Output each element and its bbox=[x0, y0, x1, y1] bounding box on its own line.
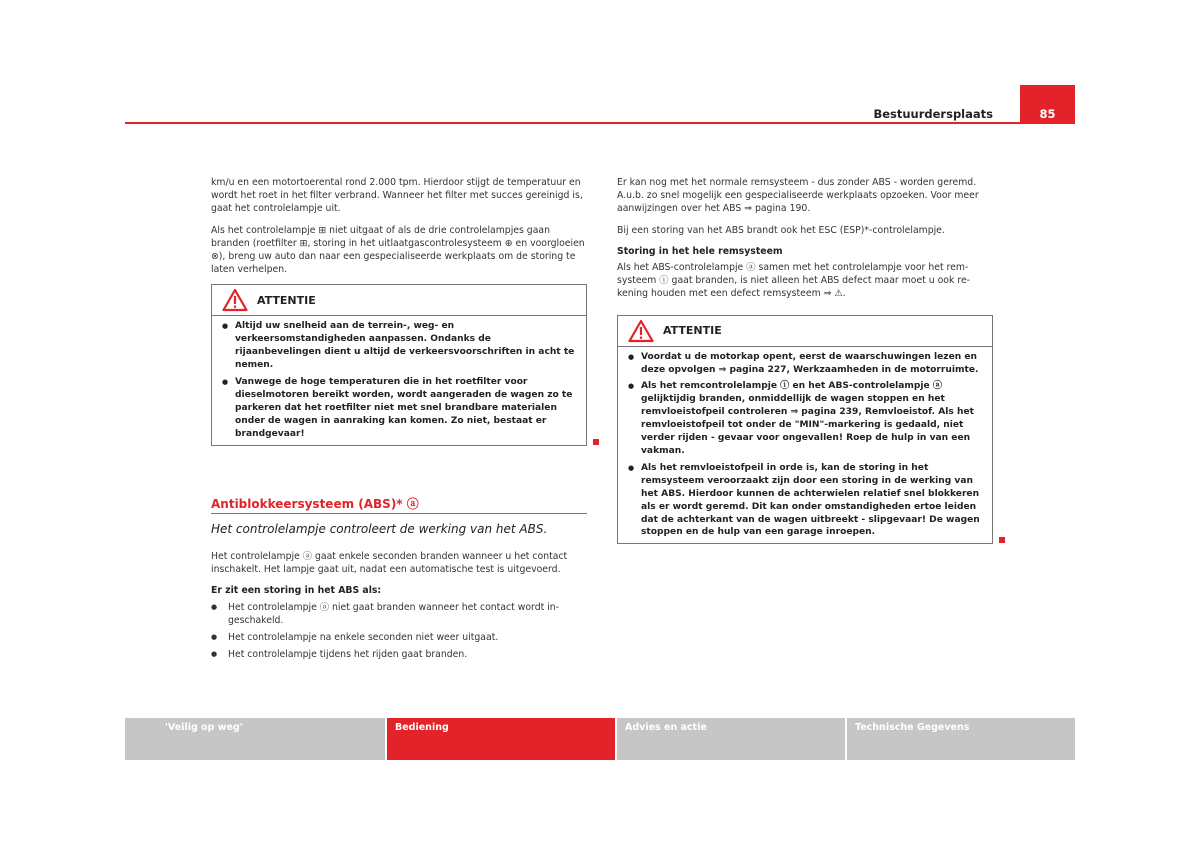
footer-nav bbox=[125, 718, 1075, 760]
end-of-section-marker bbox=[999, 537, 1005, 543]
warning-triangle-icon bbox=[222, 288, 248, 312]
page-number: 85 bbox=[1020, 85, 1075, 124]
warning-triangle-icon bbox=[628, 319, 654, 343]
left-paragraph-3: Het controlelampje ⓐ gaat enkele seconden branden wanneer u het contact inschakelt. Het lampje gaat uit, nadat een automatische test is uitgevoerd. bbox=[211, 550, 568, 576]
warning-header bbox=[212, 285, 586, 316]
left-paragraph-1: km/u en een motortoerental rond 2.000 tpm. Hierdoor stijgt de temperatuur en wordt het roet in het filter verbrand. Wanneer het filter met succes gereinigd is, gaat het controlelampje uit. bbox=[211, 177, 583, 215]
right-paragraph-1: Er kan nog met het normale remsysteem - dus zonder ABS - worden geremd. A.u.b. zo snel mogelijk een gespecialiseerde werkplaats opzoeken. Voor meer aanwijzingen over het ABS ⇒ pagina 190. bbox=[617, 177, 979, 215]
warning-item: ● Als het remcontrolelampje ⓘ en het ABS-controlelampje ⓐ gelijktijdig branden, onmiddellijk de wagen stoppen en het remvloeistofpeil controleren ⇒ pagina 239, Remvloeistof. Als het remvloeistofpeil tot onder de "MIN"-markering is gedaald, niet verder rijden - gevaar voor ongevallen! Roep de hulp in van een vakman. bbox=[624, 380, 986, 457]
warning-body bbox=[212, 316, 586, 444]
page-header bbox=[125, 85, 1075, 125]
left-column bbox=[211, 176, 587, 665]
tab-technische-gegevens[interactable]: Technische Gegevens bbox=[847, 718, 1075, 760]
right-column bbox=[617, 176, 993, 544]
header-rule bbox=[125, 122, 1075, 124]
right-sub-heading: Storing in het hele remsysteem bbox=[617, 245, 783, 257]
right-paragraph-2: Bij een storing van het ABS brandt ook het ESC (ESP)*-controlelampje. bbox=[617, 224, 945, 236]
tab-advies-en-actie[interactable]: Advies en actie bbox=[617, 718, 845, 760]
section-subtitle: Het controlelampje controleert de werking van het ABS. bbox=[211, 521, 548, 536]
warning-item: ● Voordat u de motorkap opent, eerst de waarschuwingen lezen en deze opvolgen ⇒ pagina 227, Werkzaamheden in de motorruimte. bbox=[624, 351, 986, 377]
left-sub-heading: Er zit een storing in het ABS als: bbox=[211, 585, 382, 597]
warning-header bbox=[618, 316, 992, 347]
list-item: ● Het controlelampje na enkele seconden niet weer uitgaat. bbox=[211, 631, 587, 644]
header-title: Bestuurdersplaats bbox=[873, 107, 993, 121]
warning-box-right bbox=[617, 315, 993, 545]
warning-item: ● Als het remvloeistofpeil in orde is, kan de storing in het remsysteem veroorzaakt zijn door een storing in de werking van het ABS. Hierdoor kunnen de achterwielen relatief snel blokkeren als er wordt geremd. Dit kan onder omstandigheden ertoe leiden dat de achterkant van de wagen uitbreekt - slipgevaar! De wagen stoppen en de hulp van een garage inroepen. bbox=[624, 462, 986, 539]
tab-veilig-op-weg[interactable]: 'Veilig op weg' bbox=[125, 718, 385, 760]
warning-title: ATTENTIE bbox=[663, 324, 722, 338]
section-title: Antiblokkeersysteem (ABS)* ⓐ bbox=[211, 498, 587, 514]
end-of-section-marker bbox=[593, 439, 599, 445]
left-paragraph-2: Als het controlelampje ⊞ niet uitgaat of als de drie controlelampjes gaan branden (roetfilter ⊞, storing in het uitlaatgascontrolesysteem ⊕ en voorgloeien ⊗), breng uw auto dan naar een gespecialiseerde werkplaats om de storing te laten verhelpen. bbox=[211, 224, 585, 276]
warning-item: ● Altijd uw snelheid aan de terrein-, weg- en verkeersomstandigheden aanpassen. Ondanks de rijaanbevelingen dient u altijd de verkeersvoorschriften in acht te nemen. bbox=[218, 320, 580, 372]
list-item: ● Het controlelampje tijdens het rijden gaat branden. bbox=[211, 648, 587, 661]
warning-title: ATTENTIE bbox=[257, 293, 316, 307]
warning-item: ● Vanwege de hoge temperaturen die in het roetfilter voor dieselmotoren bereikt worden, wordt aangeraden de wagen zo te parkeren dat het roetfilter niet met snel brandbare materialen onder de wagen in aanraking kan komen. Zo niet, bestaat er brandgevaar! bbox=[218, 376, 580, 441]
right-paragraph-3: Als het ABS-controlelampje ⓐ samen met het controlelampje voor het remsysteem ⓘ gaat branden, is niet alleen het ABS defect maar moet u ook rekening houden met een defect remsysteem ⇒ ⚠. bbox=[617, 262, 971, 300]
tab-bediening[interactable]: Bediening bbox=[387, 718, 615, 760]
warning-box-left bbox=[211, 284, 587, 445]
list-item: ● Het controlelampje ⓐ niet gaat branden wanneer het contact wordt ingeschakeld. bbox=[211, 601, 587, 627]
warning-body bbox=[618, 347, 992, 544]
